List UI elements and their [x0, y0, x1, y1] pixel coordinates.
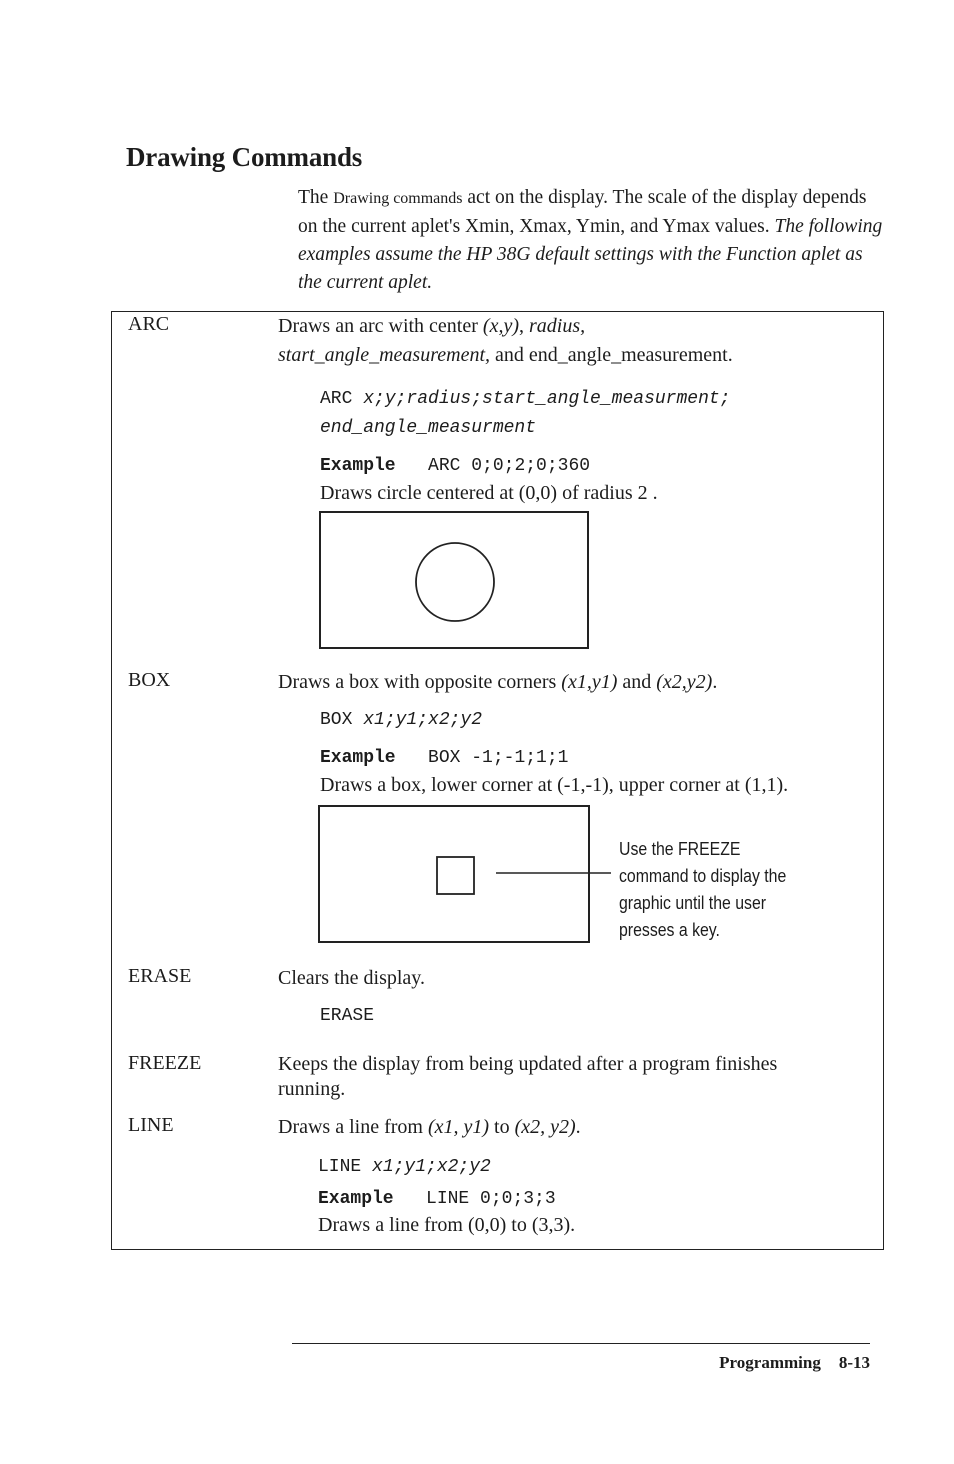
arc-circle-shape [416, 543, 494, 621]
footer-page-number: 8-13 [838, 1353, 870, 1372]
box-desc-d: (x2,y2) [656, 671, 713, 693]
arc-desc-e: start_angle_measurement, [278, 344, 491, 366]
line-example-code: LINE 0;0;3;3 [426, 1189, 556, 1209]
arc-description [278, 312, 868, 370]
command-name-box: BOX [128, 669, 171, 691]
box-description [278, 668, 868, 697]
intro-paragraph [298, 184, 888, 297]
arc-desc-a: Draws an arc with center [278, 315, 483, 337]
line-syntax [318, 1153, 491, 1182]
erase-description: Clears the display. [278, 967, 426, 989]
arc-syntax-args-2: end_angle_measurment [320, 418, 537, 438]
box-example-code: BOX -1;-1;1;1 [428, 748, 569, 768]
line-example-description: Draws a line from (0,0) to (3,3). [318, 1214, 576, 1236]
page-title: Drawing Commands [126, 142, 363, 172]
box-syntax-args: x1;y1;x2;y2 [363, 710, 483, 730]
box-square-shape [437, 857, 474, 894]
arc-desc-f: and end_angle_measurement. [490, 344, 733, 366]
arc-example-code: ARC 0;0;2;0;360 [428, 456, 591, 476]
callout-line: graphic until the user [619, 893, 767, 913]
footer-section: Programming [719, 1353, 821, 1372]
command-name-erase: ERASE [128, 965, 192, 987]
box-syntax-keyword: BOX [320, 710, 364, 730]
line-description [278, 1113, 868, 1142]
erase-syntax: ERASE [320, 1006, 375, 1026]
arc-desc-c: , [518, 315, 529, 337]
box-desc-a: Draws a box with opposite corners [278, 671, 562, 693]
command-name-freeze: FREEZE [128, 1052, 202, 1074]
freeze-desc-line2: running. [278, 1078, 346, 1100]
arc-syntax-keyword: ARC [320, 389, 364, 409]
intro-text-b: act on the display. The scale of the display depends on the current aplet's Xmin, Xmax, Ymin, and Ymax values. [298, 187, 867, 237]
callout-line: command to display the [619, 866, 787, 886]
line-example-label: Example [318, 1189, 394, 1209]
intro-text-a: The [298, 187, 334, 208]
footer-rule [292, 1343, 870, 1344]
box-example-label: Example [320, 748, 396, 768]
arc-desc-d: radius, [528, 315, 586, 337]
line-desc-b: (x1, y1) [427, 1116, 490, 1138]
line-example [318, 1185, 556, 1214]
callout-leader-line [490, 866, 615, 880]
intro-smallcaps: Drawing commands [333, 190, 463, 207]
box-desc-b: (x1,y1) [561, 671, 618, 693]
command-name-arc: ARC [128, 313, 170, 335]
freeze-desc-line1: Keeps the display from being updated after a program finishes [278, 1053, 778, 1075]
box-example-description: Draws a box, lower corner at (-1,-1), upper corner at (1,1). [320, 774, 789, 796]
arc-example [320, 452, 590, 481]
arc-example-label: Example [320, 456, 396, 476]
arc-display-screen [319, 511, 589, 649]
box-desc-c: and [617, 671, 657, 693]
arc-syntax [320, 385, 730, 443]
line-syntax-args: x1;y1;x2;y2 [372, 1157, 491, 1177]
line-syntax-keyword: LINE [318, 1157, 373, 1177]
line-desc-e: . [575, 1116, 581, 1138]
callout-line: Use the FREEZE [619, 839, 741, 859]
arc-desc-b: (x,y) [482, 315, 519, 337]
callout-line: presses a key. [619, 920, 720, 940]
arc-example-description: Draws circle centered at (0,0) of radius 2 . [320, 482, 658, 504]
intro-italic: The following examples assume the HP 38G default settings with the Function aplet as the current aplet. [298, 216, 883, 293]
freeze-callout-note [619, 836, 821, 944]
box-syntax [320, 706, 482, 735]
page-footer [600, 1353, 870, 1373]
line-desc-a: Draws a line from [278, 1116, 428, 1138]
arc-syntax-args-1: x;y;radius;start_angle_measurment; [363, 389, 731, 409]
arc-display-graphic [321, 513, 587, 647]
line-desc-d: (x2, y2) [514, 1116, 576, 1138]
box-example [320, 744, 568, 773]
freeze-description [278, 1052, 878, 1102]
box-desc-e: . [712, 671, 718, 693]
command-name-line: LINE [128, 1114, 174, 1136]
line-desc-c: to [489, 1116, 515, 1138]
